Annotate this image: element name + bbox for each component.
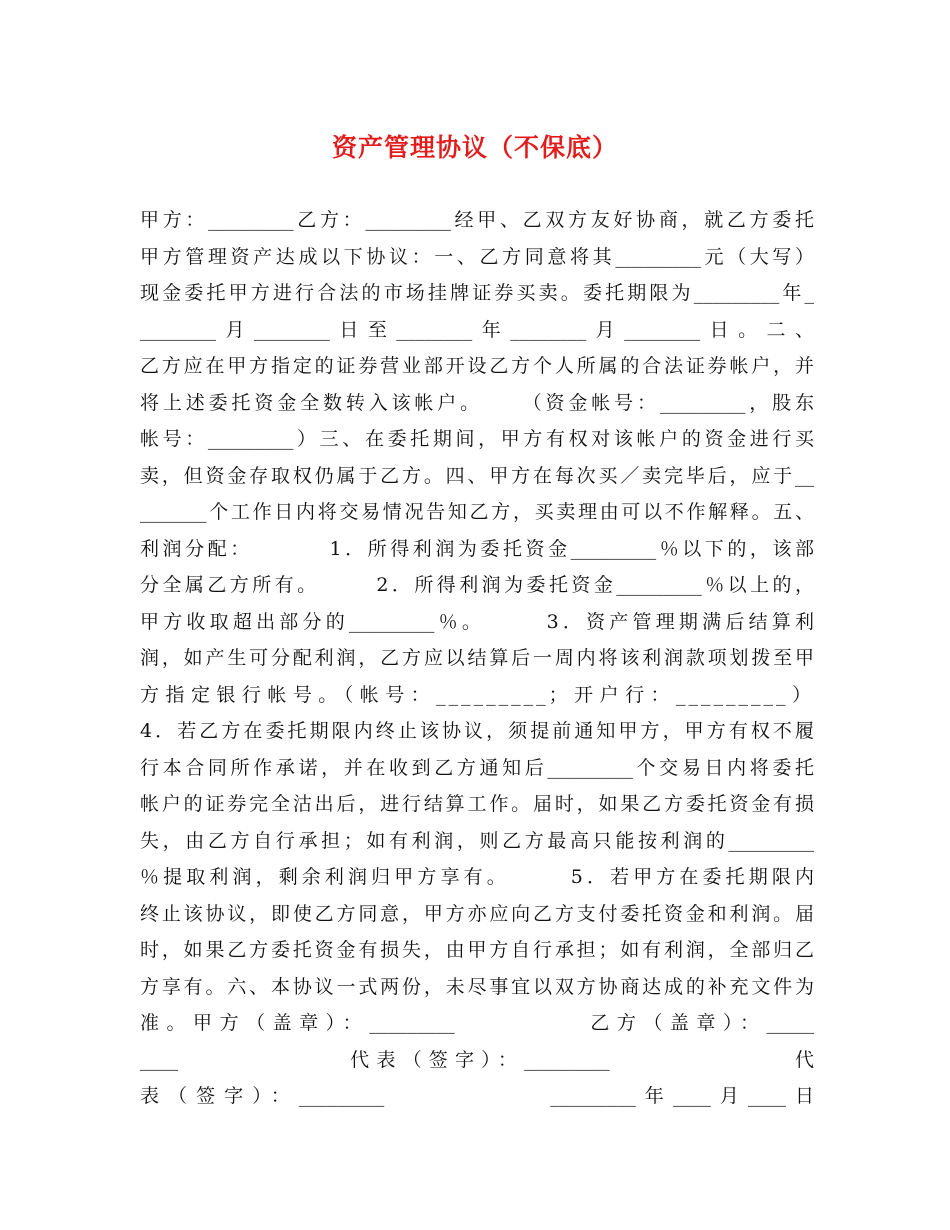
body-line: 方享有。六、本协议一式两份，未尽事宜以双方协商达成的补充文件为 xyxy=(140,975,814,998)
date-line: 表（签字）：_________ _________年____月____日 xyxy=(140,1085,814,1107)
body-line: 时，如果乙方委托资金有损失，由甲方自行承担；如有利润，全部归乙 xyxy=(140,939,814,961)
body-line: 失，由乙方自行承担；如有利润，则乙方最高只能按利润的_________ xyxy=(140,829,814,852)
body-line: ________月________日至________年________月________日。二、 xyxy=(140,318,814,341)
body-line: 现金委托甲方进行合法的市场挂牌证券买卖。委托期限为_________年_ xyxy=(140,282,814,304)
body-line: 甲方：_________乙方：_________经甲、乙双方友好协商，就乙方委托 xyxy=(140,209,814,231)
body-line: 方指定银行帐号。（帐号：_________；开户行：_________） xyxy=(140,683,814,706)
body-line: ％提取利润，剩余利润归甲方享有。 5．若甲方在委托期限内 xyxy=(140,866,814,888)
body-line: _______个工作日内将交易情况告知乙方，买卖理由可以不作解释。五、 xyxy=(140,501,814,523)
body-line: 行本合同所作承诺，并在收到乙方通知后_________个交易日内将委托 xyxy=(140,756,814,779)
body-line: 甲方管理资产达成以下协议：一、乙方同意将其_________元（大写） xyxy=(140,245,814,268)
body-line: 分全属乙方所有。 2．所得利润为委托资金_________％以上的， xyxy=(140,574,814,596)
body-line: 利润分配： 1．所得利润为委托资金_________％以下的，该部 xyxy=(140,537,814,560)
body-line: 终止该协议，即使乙方同意，甲方亦应向乙方支付委托资金和利润。届 xyxy=(140,902,814,925)
document-body xyxy=(140,202,814,1115)
document-title: 资产管理协议（不保底） xyxy=(331,133,618,162)
body-line: 帐号：_________）三、在委托期间，甲方有权对该帐户的资金进行买 xyxy=(140,428,814,450)
signature-line: ____ 代表（签字）：_________ 代 xyxy=(140,1048,814,1071)
signature-line: 准。甲方（盖章）：_________ 乙方（盖章）：_____ xyxy=(140,1012,814,1034)
body-line: 乙方应在甲方指定的证券营业部开设乙方个人所属的合法证券帐户，并 xyxy=(140,355,814,377)
body-line: 甲方收取超出部分的_________％。 3．资产管理期满后结算利 xyxy=(140,610,814,633)
body-line: 4．若乙方在委托期限内终止该协议，须提前通知甲方，甲方有权不履 xyxy=(140,720,814,742)
body-line: 卖，但资金存取权仍属于乙方。四、甲方在每次买／卖完毕后，应于__ xyxy=(140,464,814,487)
body-line: 将上述委托资金全数转入该帐户。 （资金帐号：_________，股东 xyxy=(140,391,814,414)
body-line: 帐户的证券完全沽出后，进行结算工作。届时，如果乙方委托资金有损 xyxy=(140,793,814,815)
body-line: 润，如产生可分配利润，乙方应以结算后一周内将该利润款项划拨至甲 xyxy=(140,647,814,669)
